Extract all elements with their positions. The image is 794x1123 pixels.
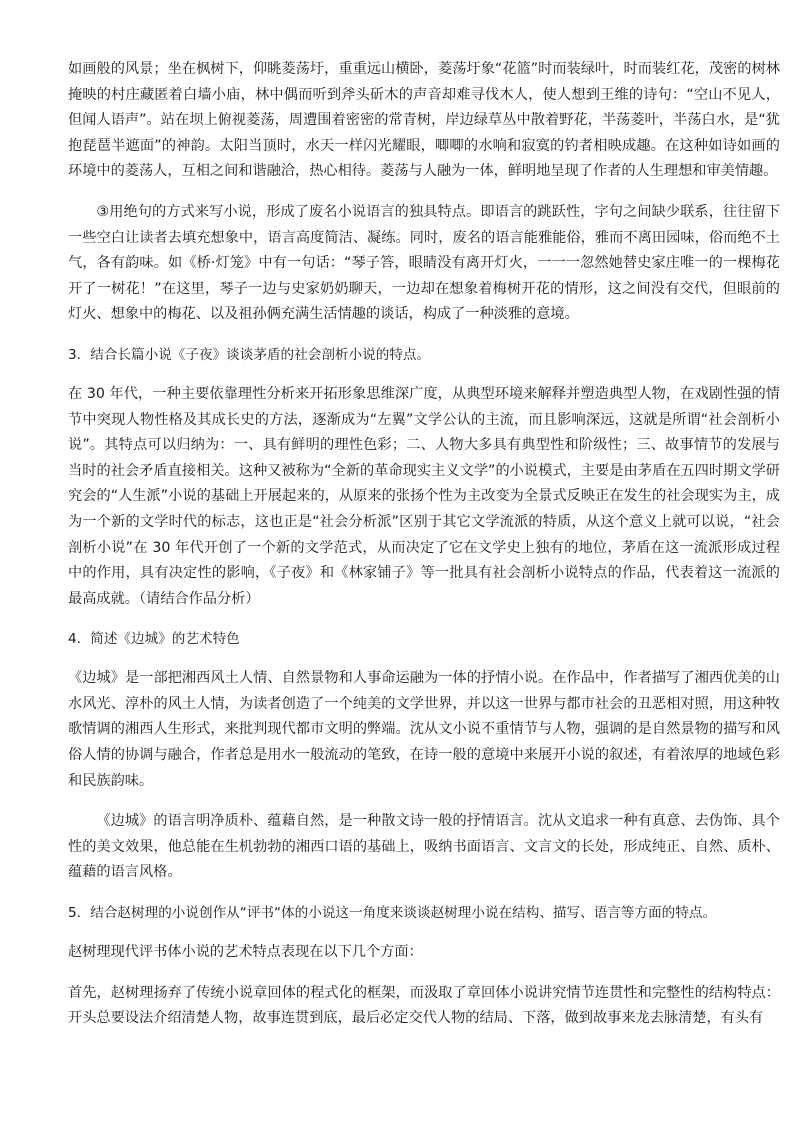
question-4-heading: 4．简述《边城》的艺术特色 xyxy=(68,631,240,648)
paragraph-zhao-intro: 赵树理现代评书体小说的艺术特点表现在以下几个方面： xyxy=(68,944,423,961)
paragraph-feiming-language: ③用绝句的方式来写小说，形成了废名小说语言的独具特点。即语言的跳跃性，字句之间缺少联系，往往留下一些空白让读者去填充想象中，语言高度简洁、凝练。同时，废名的语言能雅能俗，雅而不离田园味，俗而绝不土气，各有韵味。如《桥·灯笼》中有一句话：“琴子答，眼睛没有离开灯火，一一一忽然她替史家庄唯一的一棵梅花开了一树花！”在这里，琴子一边与史家奶奶聊天，一边却在想象着梅树开花的情形，这之间没有交代，但眼前的灯火、想象中的梅花、以及祖孙俩充满生活情趣的谈话，构成了一种淡雅的意境。 xyxy=(68,203,780,323)
paragraph-zhao-structure: 首先，赵树理扬弃了传统小说章回体的程式化的框架，而汲取了章回体小说讲究情节连贯性和完整性的结构特点：开头总要设法介绍清楚人物，故事连贯到底，最后必定交代人物的结局、下落，做到故事来龙去脉清楚，有头有 xyxy=(68,984,780,1027)
paragraph-biancheng-language: 《边城》的语言明净质朴、蕴藉自然，是一种散文诗一般的抒情语言。沈从文追求一种有真意、去伪饰、具个性的美文效果，他总能在生机勃勃的湘西口语的基础上，吸纳书面语言、文言文的长处，形成纯正、自然、质朴、蕴藉的语言风格。 xyxy=(68,813,780,881)
paragraph-social-analysis: 在 30 年代，一种主要依靠理性分析来开拓形象思维深广度，从典型环境来解释并塑造典型人物，在戏剧性强的情节中突现人物性格及其成长史的方法，逐渐成为“左翼”文学公认的主流，而且影响深远，这就是所谓“社会剖析小说”。其特点可以归纳为：一、具有鲜明的理性色彩；二、人物大多具有典型性和阶级性；三、故事情节的发展与当时的社会矛盾直接相关。这种又被称为“全新的革命现实主义文学”的小说模式，主要是由茅盾在五四时期文学研究会的“人生派”小说的基础上开展起来的，从原来的张扬个性为主改变为全景式反映正在发生的社会现实为主，成为一个新的文学时代的标志，这也正是“社会分析派”区别于其它文学流派的特质，从这个意义上就可以说，“社会剖析小说”在 30 年代开创了一个新的文学范式，从而决定了它在文学史上独有的地位，茅盾在这一流派形成过程中的作用，具有决定性的影响，《子夜》和《林家铺子》等一批具有社会剖析小说特点的作品，代表着这一流派的最高成就。（请结合作品分析） xyxy=(68,385,780,607)
paragraph-biancheng-features: 《边城》是一部把湘西风土人情、自然景物和人事命运融为一体的抒情小说。在作品中，作者描写了湘西优美的山水风光、淳朴的风土人情，为读者创造了一个纯美的文学世界，并以这一世界与都市社会的丑恶相对照，用这种牧歌情调的湘西人生形式，来批判现代都市文明的弊端。沈从文小说不重情节与人物，强调的是自然景物的描写和风俗人情的协调与融合，作者总是用水一般流动的笔致，在诗一般的意境中来展开小说的叙述，有着浓厚的地域色彩和民族韵味。 xyxy=(68,670,780,789)
document-body xyxy=(68,57,780,1047)
question-3-heading: 3．结合长篇小说《子夜》谈谈茅盾的社会剖析小说的特点。 xyxy=(68,346,431,363)
paragraph-landscape: 如画般的风景；坐在枫树下，仰眺菱荡圩，重重远山横卧，菱荡圩象“花篮”时而装绿叶，时而装红花，茂密的树林掩映的村庄藏匿着白墙小庙，林中偶而听到斧头斫木的声音却难寻伐木人，使人想到王维的诗句：“空山不见人，但闻人语声”。站在坝上俯视菱荡，周遭围着密密的常青树，岸边绿草丛中散着野花，半荡菱叶，半荡白水，是“犹抱琵琶半遮面”的神韵。太阳当顶时，水天一样闪光耀眼，唧唧的水响和寂寞的钓者相映成趣。在这种如诗如画的环境中的菱荡人，互相之间和谐融洽，热心相待。菱荡与人融为一体，鲜明地呈现了作者的人生理想和审美情趣。 xyxy=(68,61,780,180)
question-5-heading: 5．结合赵树理的小说创作从“评书“体的小说这一角度来谈谈赵树理小说在结构、描写、语言等方面的特点。 xyxy=(68,905,717,922)
